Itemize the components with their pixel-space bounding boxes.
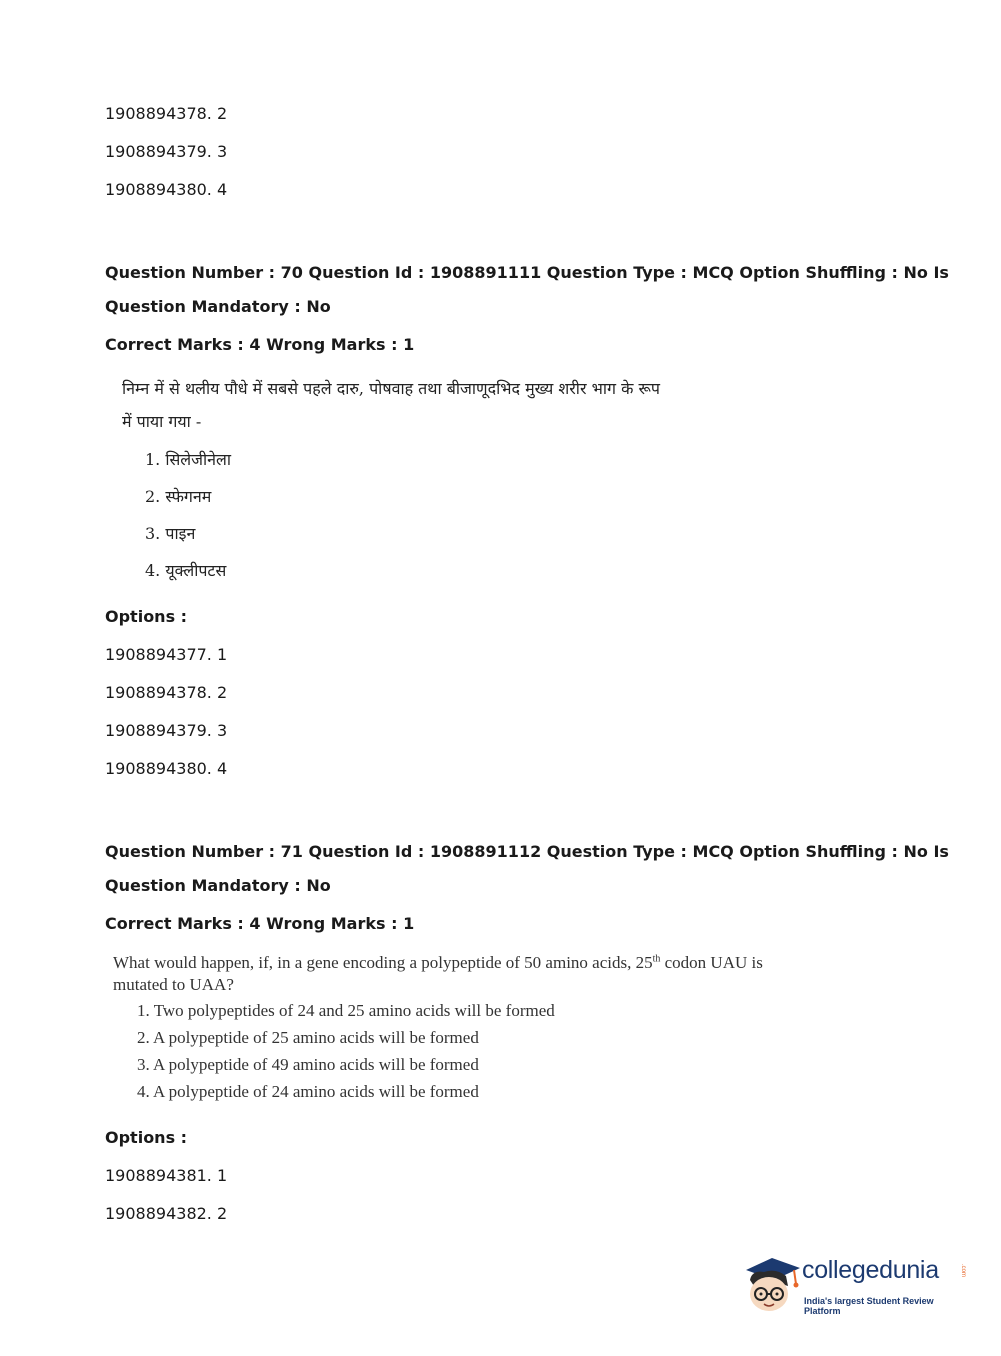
question-header: Question Number : 71 Question Id : 1908891112 Question Type : MCQ Option Shuffling : No Is bbox=[105, 842, 949, 861]
logo-suffix: .com bbox=[960, 1264, 966, 1278]
option-line: 1908894381. 1 bbox=[105, 1166, 228, 1185]
option-line: 1908894380. 4 bbox=[105, 759, 228, 778]
logo-tagline: India's largest Student Review Platform bbox=[804, 1296, 934, 1316]
question-marks: Correct Marks : 4 Wrong Marks : 1 bbox=[105, 335, 415, 354]
mascot-icon bbox=[742, 1250, 802, 1316]
question-choice: 1. सिलेजीनेला bbox=[145, 450, 232, 469]
question-text: What would happen, if, in a gene encoding a polypeptide of 50 amino acids, 25th codon UAU is bbox=[113, 953, 763, 972]
question-text: में पाया गया - bbox=[122, 412, 202, 431]
logo-wordmark: collegedunia bbox=[802, 1256, 939, 1284]
question-header: Question Number : 70 Question Id : 1908891111 Question Type : MCQ Option Shuffling : No Is bbox=[105, 263, 949, 282]
question-choice: 2. A polypeptide of 25 amino acids will be formed bbox=[137, 1028, 479, 1047]
question-choice: 4. A polypeptide of 24 amino acids will be formed bbox=[137, 1082, 479, 1101]
question-choice: 1. Two polypeptides of 24 and 25 amino acids will be formed bbox=[137, 1001, 555, 1020]
option-line: 1908894379. 3 bbox=[105, 142, 228, 161]
question-choice: 4. यूक्लीपटस bbox=[145, 561, 227, 580]
question-mandatory: Question Mandatory : No bbox=[105, 297, 331, 316]
options-label: Options : bbox=[105, 1128, 188, 1147]
options-label: Options : bbox=[105, 607, 188, 626]
option-line: 1908894382. 2 bbox=[105, 1204, 228, 1223]
option-line: 1908894378. 2 bbox=[105, 104, 228, 123]
question-choice: 2. स्फेगनम bbox=[145, 487, 212, 506]
option-line: 1908894380. 4 bbox=[105, 180, 228, 199]
question-choice: 3. पाइन bbox=[145, 524, 196, 543]
option-line: 1908894379. 3 bbox=[105, 721, 228, 740]
option-line: 1908894378. 2 bbox=[105, 683, 228, 702]
question-mandatory: Question Mandatory : No bbox=[105, 876, 331, 895]
question-text: निम्न में से थलीय पौधे में सबसे पहले दारु, पोषवाह तथा बीजाणूदभिद मुख्य शरीर भाग के रूप bbox=[122, 379, 660, 398]
question-choice: 3. A polypeptide of 49 amino acids will be formed bbox=[137, 1055, 479, 1074]
question-text: mutated to UAA? bbox=[113, 975, 234, 994]
question-marks: Correct Marks : 4 Wrong Marks : 1 bbox=[105, 914, 415, 933]
option-line: 1908894377. 1 bbox=[105, 645, 228, 664]
collegedunia-logo bbox=[742, 1250, 972, 1316]
